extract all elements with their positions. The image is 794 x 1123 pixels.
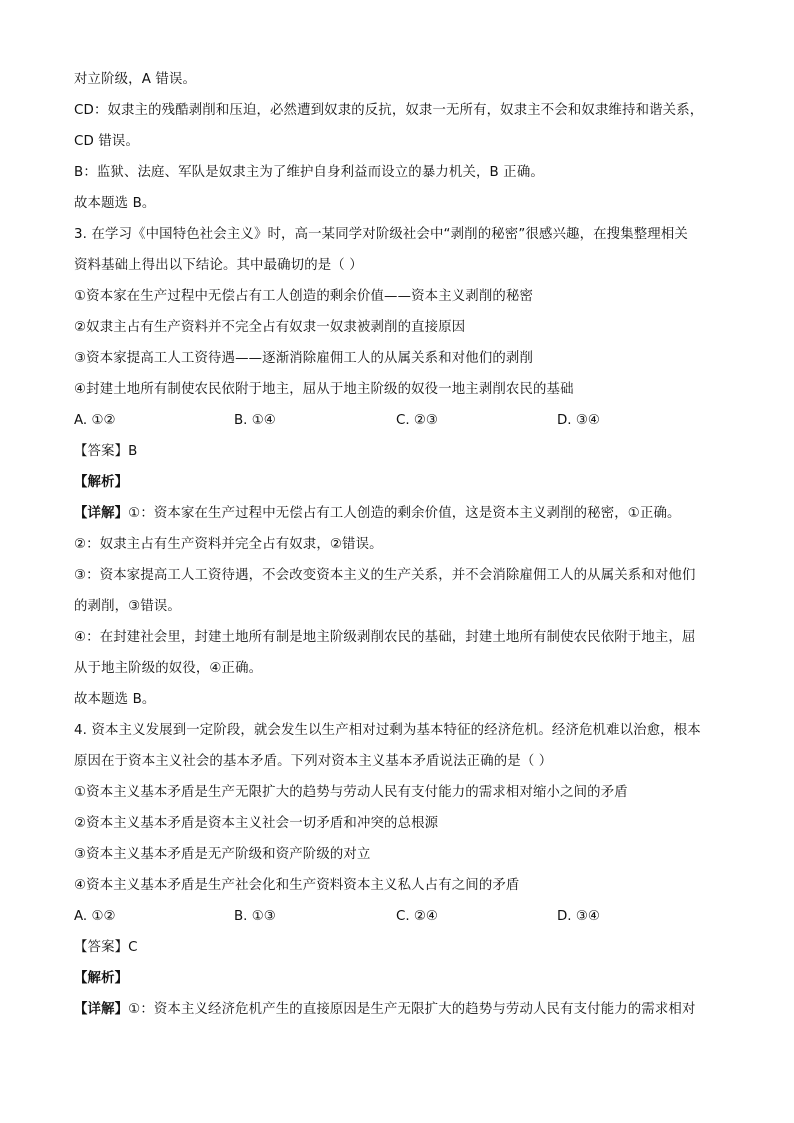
text-line: CD：奴隶主的残酷剥削和压迫，必然遭到奴隶的反抗，奴隶一无所有，奴隶主不会和奴隶维持和谐关系， (74, 103, 704, 118)
question-stem: 3. 在学习《中国特色社会主义》时，高一某同学对阶级社会中“剥削的秘密”很感兴趣，在搜集整理相关 (74, 227, 688, 242)
statement-2: ②资本主义基本矛盾是资本主义社会一切矛盾和冲突的总根源 (74, 816, 439, 831)
option-b: B. ①④ (234, 413, 276, 428)
text-line: 故本题选 B。 (74, 196, 156, 211)
text-line: CD 错误。 (74, 134, 139, 149)
statement-3: ③资本主义基本矛盾是无产阶级和资产阶级的对立 (74, 847, 371, 862)
analysis-label: 【解析】 (74, 971, 129, 986)
detail-line (74, 498, 724, 529)
option-d: D. ③④ (557, 413, 600, 428)
detail-label: 【详解】 (74, 506, 129, 521)
detail-line: ②：奴隶主占有生产资料并完全占有奴隶，②错误。 (74, 537, 383, 552)
detail-line: 的剥削，③错误。 (74, 599, 181, 614)
option-a: A. ①② (74, 413, 116, 428)
statement-1: ①资本主义基本矛盾是生产无限扩大的趋势与劳动人民有支付能力的需求相对缩小之间的矛盾 (74, 785, 628, 800)
option-c: C. ②④ (396, 909, 438, 924)
option-c: C. ②③ (396, 413, 438, 428)
question-stem: 4. 资本主义发展到一定阶段，就会发生以生产相对过剩为基本特征的经济危机。经济危机难以治愈，根本 (74, 723, 701, 738)
option-d: D. ③④ (557, 909, 600, 924)
detail-line: 故本题选 B。 (74, 692, 156, 707)
answer (74, 436, 724, 467)
answer-text: 【答案】B (74, 444, 138, 459)
answer-options (74, 405, 724, 436)
answer-text: 【答案】C (74, 940, 138, 955)
option-b: B. ①③ (234, 909, 276, 924)
analysis-label: 【解析】 (74, 475, 129, 490)
detail-text: ①：资本主义经济危机产生的直接原因是生产无限扩大的趋势与劳动人民有支付能力的需求相对 (128, 1002, 696, 1017)
detail-line (74, 994, 724, 1025)
detail-line: ③：资本家提高工人工资待遇，不会改变资本主义的生产关系，并不会消除雇佣工人的从属关系和对他们 (74, 568, 696, 583)
option-a: A. ①② (74, 909, 116, 924)
statement-2: ②奴隶主占有生产资料并不完全占有奴隶一奴隶被剥削的直接原因 (74, 320, 466, 335)
statement-3: ③资本家提高工人工资待遇——逐渐消除雇佣工人的从属关系和对他们的剥削 (74, 351, 533, 366)
answer-options (74, 901, 724, 932)
question-3 (74, 219, 724, 715)
document-page (74, 64, 724, 1025)
detail-text: ①：资本家在生产过程中无偿占有工人创造的剩余价值，这是资本主义剥削的秘密，①正确。 (128, 506, 681, 521)
answer (74, 932, 724, 963)
statement-4: ④资本主义基本矛盾是生产社会化和生产资料资本主义私人占有之间的矛盾 (74, 878, 520, 893)
statement-1: ①资本家在生产过程中无偿占有工人创造的剩余价值——资本主义剥削的秘密 (74, 289, 533, 304)
question-stem: 资料基础上得出以下结论。其中最确切的是（ ） (74, 258, 363, 273)
detail-label: 【详解】 (74, 1002, 129, 1017)
detail-line: ④：在封建社会里，封建土地所有制是地主阶级剥削农民的基础，封建土地所有制使农民依附于地主，屈 (74, 630, 696, 645)
question-stem: 原因在于资本主义社会的基本矛盾。下列对资本主义基本矛盾说法正确的是（ ） (74, 754, 553, 769)
detail-line: 从于地主阶级的奴役，④正确。 (74, 661, 263, 676)
statement-4: ④封建土地所有制使农民依附于地主，屈从于地主阶级的奴役一地主剥削农民的基础 (74, 382, 574, 397)
question-4 (74, 715, 724, 1025)
text-line: 对立阶级，A 错误。 (74, 72, 197, 87)
text-line: B：监狱、法庭、军队是奴隶主为了维护自身利益而设立的暴力机关，B 正确。 (74, 165, 544, 180)
